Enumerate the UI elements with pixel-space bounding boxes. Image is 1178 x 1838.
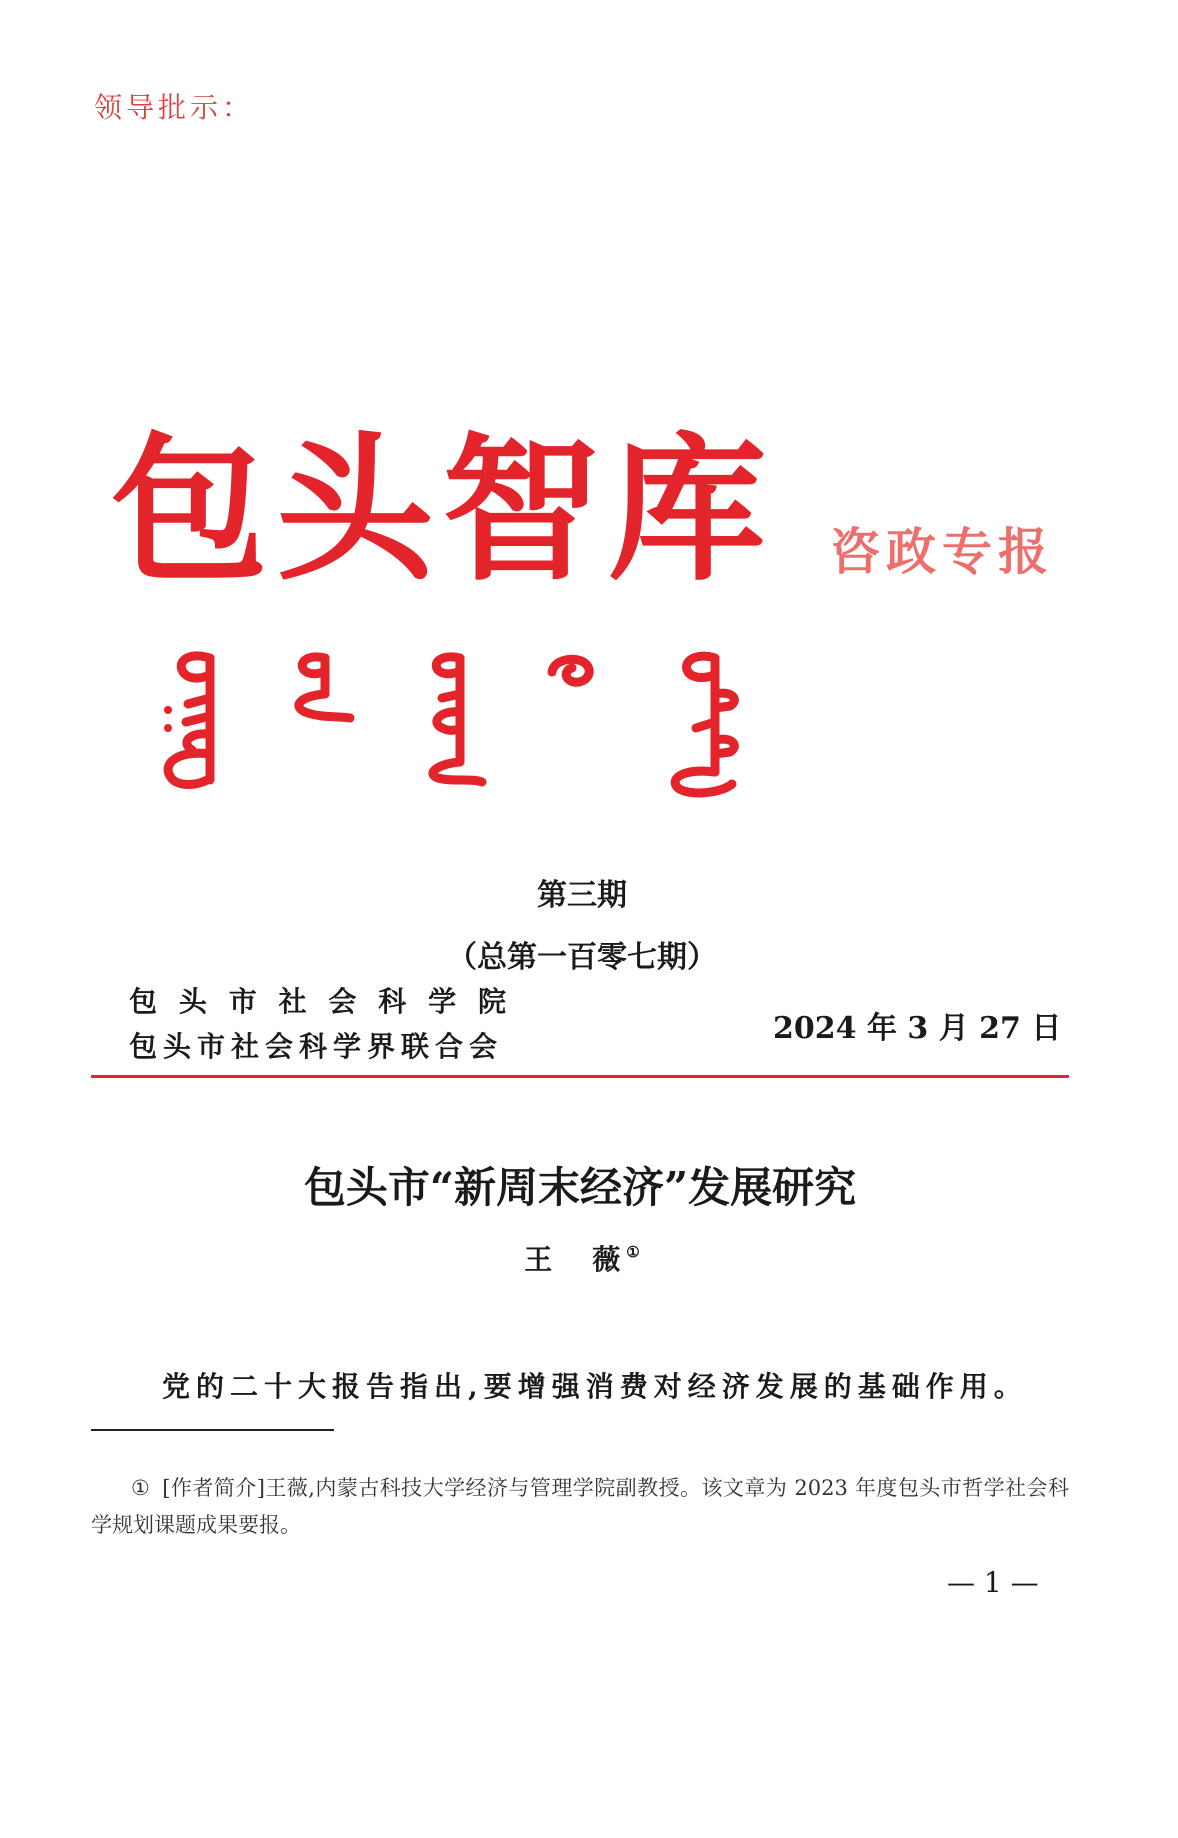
article-title: 包头市“新周末经济”发展研究 <box>303 1163 857 1212</box>
author-footnote-marker: ① <box>626 1243 640 1261</box>
issue-date: 2024 年 3 月 27 日 <box>773 1011 1062 1046</box>
masthead-title: 包头智库 <box>110 419 774 603</box>
mongolian-word-2 <box>299 657 350 718</box>
article-body-paragraph: 党的二十大报告指出,要增强消费对经济发展的基础作用。 <box>162 1370 1028 1403</box>
issue-total-number: （总第一百零七期） <box>447 940 717 975</box>
footnote-text: [作者简介]王薇,内蒙古科技大学经济与管理学院副教授。该文章为 2023 年度包头市哲学社会科学规划课题成果要报。 <box>91 1476 1069 1537</box>
header-divider <box>91 1075 1069 1078</box>
author-name: 王 薇 <box>524 1243 627 1276</box>
article-author <box>0 1238 1164 1278</box>
mongolian-word-4 <box>552 659 589 682</box>
publisher-academy: 包 头 市 社 会 科 学 院 <box>129 985 506 1018</box>
mongolian-word-3 <box>433 657 482 782</box>
footnote-marker: ① <box>131 1476 151 1500</box>
mongolian-word-1 <box>164 656 210 785</box>
masthead-subtitle: 咨政专报 <box>830 523 1054 581</box>
leader-instruction-label: 领导批示： <box>94 91 255 124</box>
issue-number: 第三期 <box>537 878 627 913</box>
publisher-federation: 包头市社会科学界联合会 <box>129 1030 504 1063</box>
page-number: — 1 — <box>947 1566 1039 1599</box>
footnote-divider <box>91 1429 334 1431</box>
mongolian-word-5 <box>675 656 734 793</box>
footnote <box>91 1470 1069 1544</box>
mongolian-script-logo <box>140 650 760 800</box>
